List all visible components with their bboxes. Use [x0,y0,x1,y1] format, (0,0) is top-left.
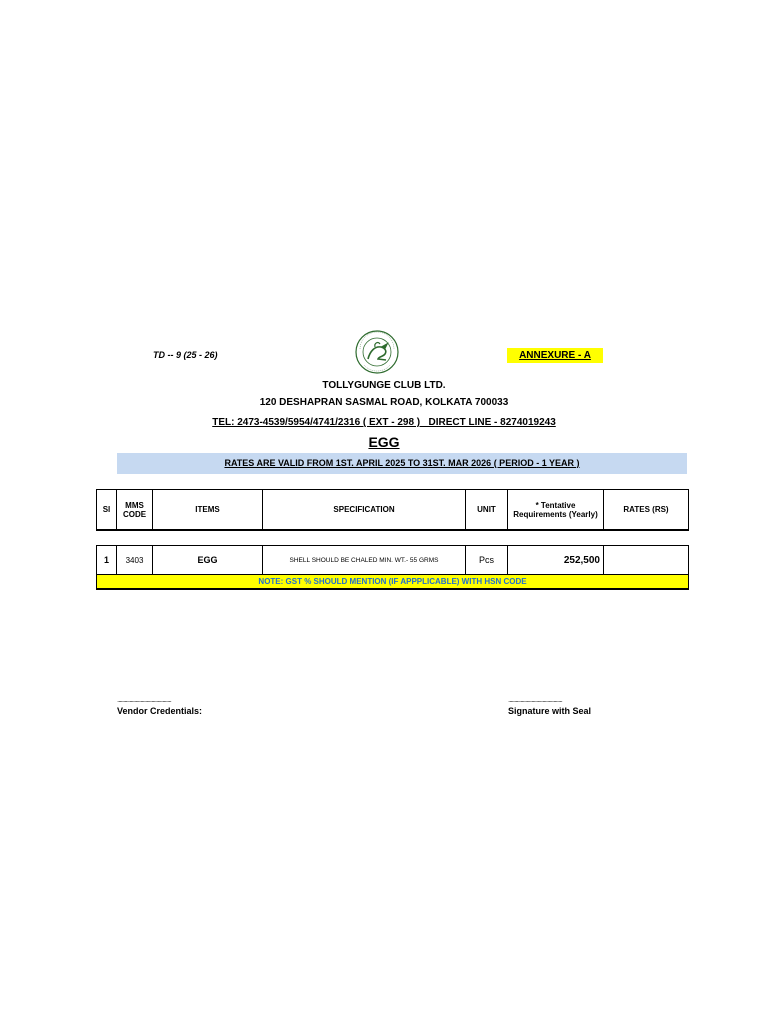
organization-address: 120 DESHAPRAN SASMAL ROAD, KOLKATA 700033 [259,397,509,408]
telephone-line: TEL: 2473-4539/5954/4741/2316 ( EXT - 298 ) DIRECT LINE - 8274019243 [212,417,556,428]
column-header-items: ITEMS [153,490,263,531]
row-requirement: 252,500 [508,546,604,575]
table-row [97,546,689,575]
row-unit: Pcs [466,546,508,575]
row-mms-code: 3403 [117,546,153,575]
column-header-rates: RATES (RS) [604,490,689,531]
annexure-label: ANNEXURE - A [507,348,603,363]
organization-name: TOLLYGUNGE CLUB LTD. [322,380,446,391]
validity-banner: RATES ARE VALID FROM 1ST. APRIL 2025 TO 31ST. MAR 2026 ( PERIOD - 1 YEAR ) [117,453,687,474]
document-title: EGG [368,434,400,450]
column-header-requirements: * Tentative Requirements (Yearly) [508,490,604,531]
items-table [96,545,689,590]
reference-number: TD -- 9 (25 - 26) [153,350,218,360]
vendor-signature-line: ............................................ [117,695,171,704]
row-rate-input[interactable] [604,546,689,575]
vendor-credentials-label: Vendor Credentials: [117,706,203,716]
table-header [96,489,689,531]
row-item: EGG [153,546,263,575]
gst-note: NOTE: GST % SHOULD MENTION (IF APPPLICABLE) WITH HSN CODE [97,575,689,590]
row-specification: SHELL SHOULD BE CHALED MIN. WT.- 55 GRMS [263,546,466,575]
seal-signature-line: ............................................ [508,695,562,704]
column-header-sl: Sl [97,490,117,531]
column-header-unit: UNIT [466,490,508,531]
column-header-mms-code: MMS CODE [117,490,153,531]
club-logo-icon [348,329,406,375]
row-sl: 1 [97,546,117,575]
club-logo [348,329,406,375]
column-header-specification: SPECIFICATION [263,490,466,531]
signature-seal-label: Signature with Seal [508,706,592,716]
